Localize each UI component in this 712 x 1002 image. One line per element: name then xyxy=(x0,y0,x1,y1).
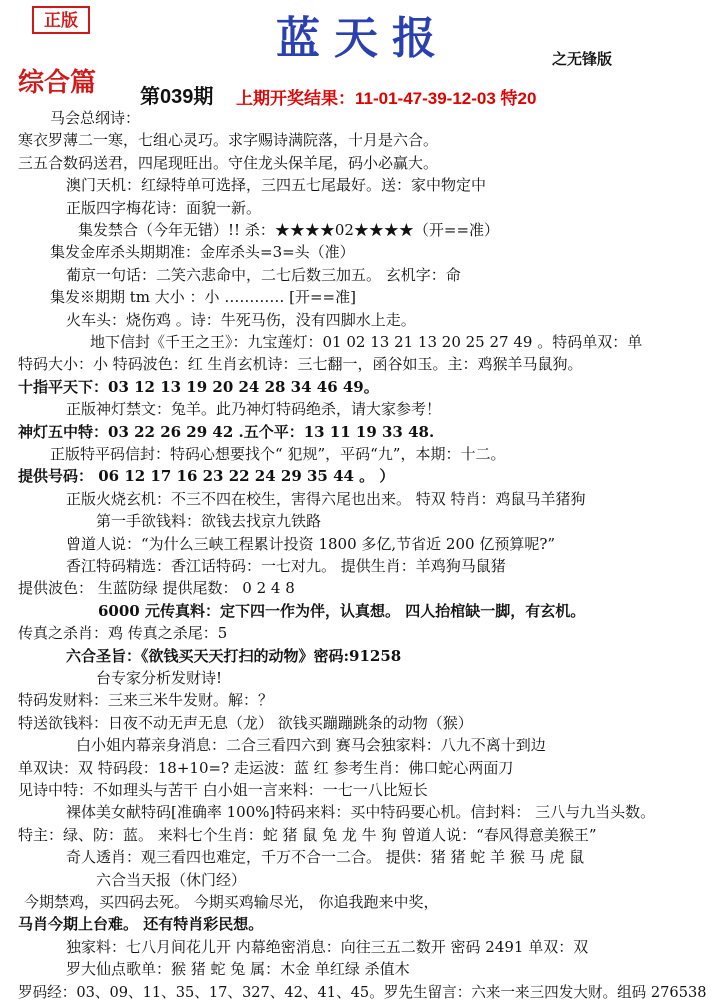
masthead-title: 蓝天报 xyxy=(276,13,450,64)
text-line: 特送欲钱料：日夜不动无声无息（龙） 欲钱买蹦蹦跳条的动物（猴） xyxy=(18,714,473,732)
text-line: 曾道人说：“为什么三峡工程累计投资 1800 多亿,节省近 200 亿预算呢?” xyxy=(66,535,556,553)
text-line: 十指平天下：03 12 13 19 20 24 28 34 46 49。 xyxy=(18,378,379,396)
text-line: 寒衣罗薄二一寒，七组心灵巧。求字赐诗满院落，十月是六合。 xyxy=(18,131,439,149)
text-line: 罗码经：03、09、11、35、17、327、42、41、45。罗先生留言：六来一来三四发大财。组码 276538 xyxy=(18,983,707,1001)
text-line: 神灯五中特：03 22 26 29 42 .五个平：13 11 19 33 48. xyxy=(18,423,435,441)
text-line: 白小姐内幕亲身消息：二合三看四六到 赛马会独家料：八九不离十到边 xyxy=(76,736,546,754)
text-line: 今期禁鸡，买四码去死。 今期买鸡输尽光， 你追我跑来中奖， xyxy=(24,893,439,911)
text-line: 地下信封《千王之王》：九宝莲灯：01 02 13 21 13 20 25 27 49 。特码单双：单 xyxy=(90,333,643,351)
text-line: 见诗中特：不如理头与苦干 白小姐一言来料：一七一八比短长 xyxy=(18,781,428,799)
text-line: 集发※期期 tm 大小 ：小 ………… [开==准] xyxy=(50,288,356,306)
text-line: 单双诀：双 特码段：18+10=? 走运波：蓝 红 参考生肖：佛口蛇心两面刀 xyxy=(18,759,514,777)
text-line: 集发金库杀头期期准：金库杀头=3=头（准） xyxy=(50,243,355,261)
last-result: 上期开奖结果：11-01-47-39-12-03 特20 xyxy=(236,89,537,108)
text-line: 六合圣旨：《欲钱买天天打扫的动物》密码:91258 xyxy=(66,647,402,665)
text-line: 澳门天机：红绿特单可选择，三四五七尾最好。送：家中物定中 xyxy=(66,176,487,194)
text-line: 香江特码精选：香江话特码：一七对九。 提供生肖：羊鸡狗马鼠猪 xyxy=(66,557,506,575)
text-line: 裸体美女献特码[准确率 100%]特码来料：买中特码要心机。信封料： 三八与九当头数。 xyxy=(66,803,656,821)
text-line: 正版四字梅花诗：面貌一新。 xyxy=(66,199,262,217)
text-line: 传真之杀肖：鸡 传真之杀尾：5 xyxy=(18,624,228,642)
text-line: 罗大仙点歌单：猴 猪 蛇 兔 属：木金 单红绿 杀值木 xyxy=(66,960,410,978)
edition-label: 之无锋版 xyxy=(552,50,613,68)
text-line: 马会总纲诗： xyxy=(50,109,141,127)
text-line: 独家料：七八月间花儿开 内幕绝密消息：向往三五二数开 密码 2491 单双：双 xyxy=(66,938,589,956)
text-line: 正版火烧玄机：不三不四在校生，害得六尾也出来。 特双 特肖：鸡鼠马羊猪狗 xyxy=(66,490,586,508)
text-line: 马肖今期上台难。 还有特肖彩民想。 xyxy=(18,915,264,933)
text-line: 特码发财料：三来三米牛发财。解：？ xyxy=(18,691,274,709)
text-line: 特码大小：小 特码波色：红 生肖玄机诗：三七翻一，函谷如玉。主：鸡猴羊马鼠狗。 xyxy=(18,355,583,373)
section-title: 综合篇 xyxy=(18,68,97,98)
text-line: 三五合数码送君，四尾现旺出。守住龙头保羊尾，码小必赢大。 xyxy=(18,154,439,172)
text-line: 六合当天报（休门经） xyxy=(96,871,247,889)
text-line: 正版特平码信封：特码心想要找个“ 犯规”，平码“九”，本期：十二。 xyxy=(50,445,506,463)
text-line: 火车头：烧伤鸡 。诗：牛死马伤，没有四脚水上走。 xyxy=(66,311,416,329)
text-line: 特主：绿、防：蓝。 来料七个生肖：蛇 猪 鼠 兔 龙 牛 狗 曾道人说：“春风得意美猴王” xyxy=(18,826,597,844)
text-line: 台专家分析发财诗! xyxy=(96,669,223,687)
text-line: 正版神灯禁文：兔羊。此乃神灯特码绝杀，请大家参考！ xyxy=(66,400,442,418)
text-line: 葡京一句话：二笑六悲命中，二七后数三加五。 玄机字：命 xyxy=(66,266,461,284)
text-line: 奇人透肖：观三看四也难定，千万不合一二合。 提供：猪 猪 蛇 羊 猴 马 虎 鼠 xyxy=(66,848,585,866)
issue-number: 第039期 xyxy=(140,86,214,108)
text-line: 提供波色： 生蓝防绿 提供尾数： 0 2 4 8 xyxy=(18,579,295,597)
stamp-label: 正版 xyxy=(32,6,90,34)
text-line: 提供号码： 06 12 17 16 23 22 24 29 35 44 。 ） xyxy=(18,467,395,485)
text-line: 第一手欲钱料：欲钱去找京九铁路 xyxy=(96,512,322,530)
text-line: 6000 元传真料：定下四一作为伴，认真想。 四人抬棺缺一脚，有玄机。 xyxy=(98,602,586,620)
text-line: 集发禁合（今年无错）!! 杀：★★★★02★★★★（开==准） xyxy=(78,221,500,239)
